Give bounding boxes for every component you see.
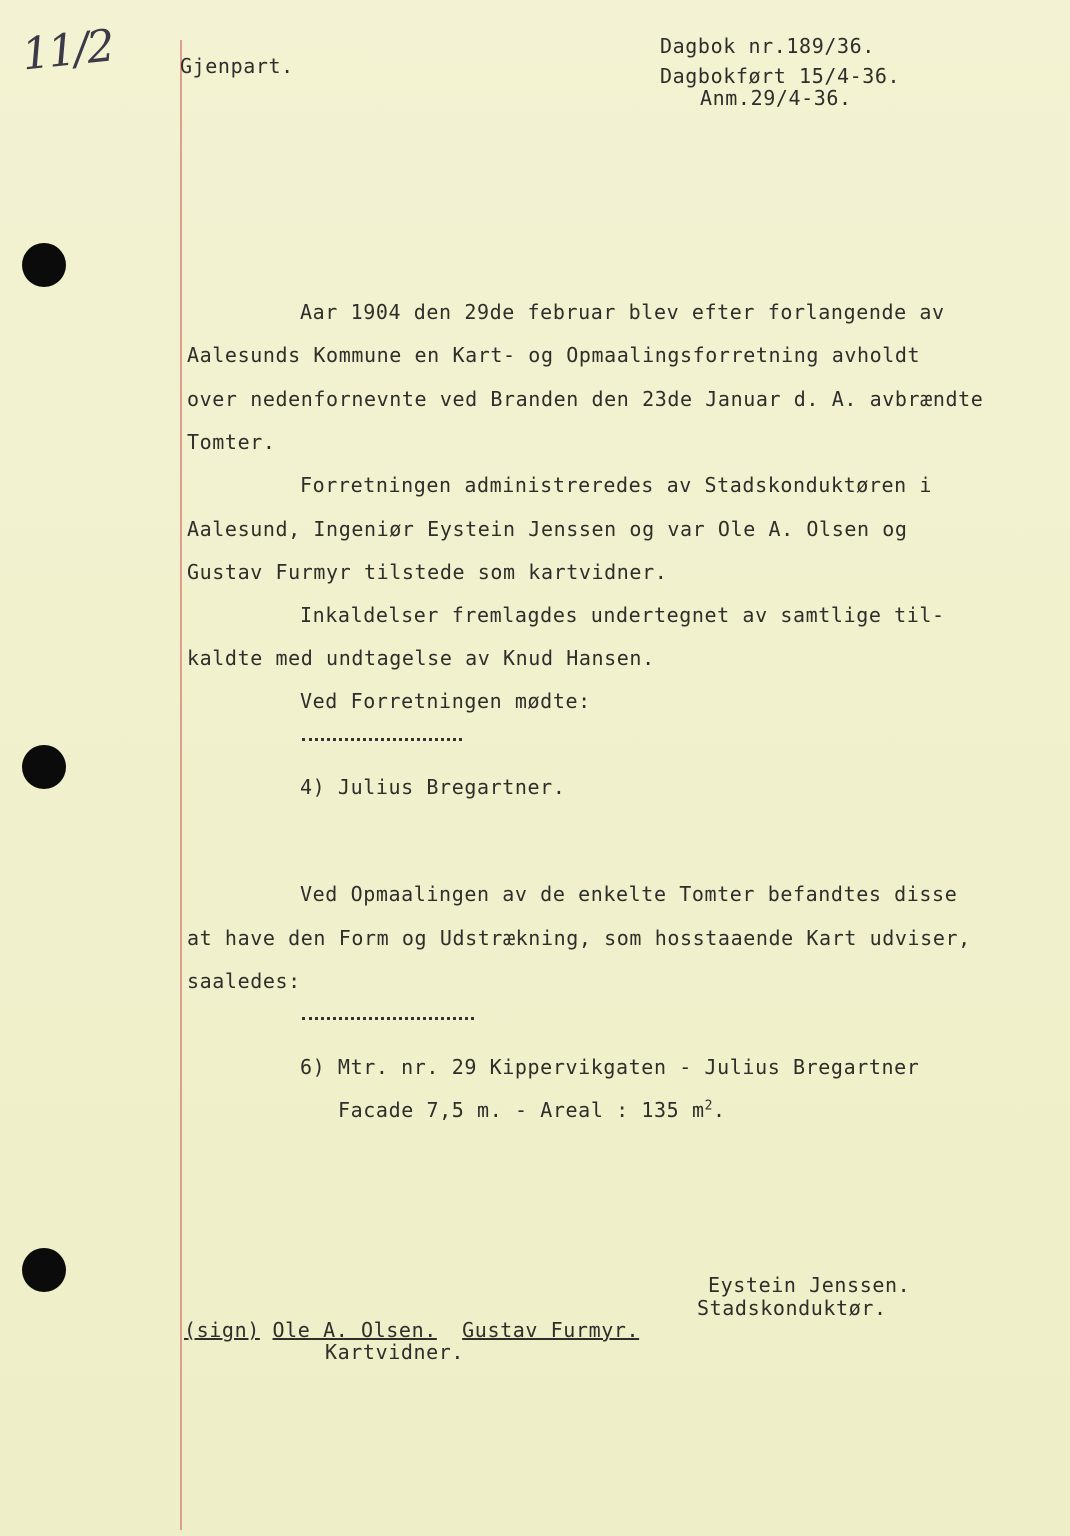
body-line: Gustav Furmyr tilstede som kartvidner.: [187, 560, 668, 584]
journal-date: Dagbokført 15/4-36.: [660, 64, 901, 88]
handwritten-folio-number: 11/2: [19, 20, 116, 81]
witness-name: Gustav Furmyr.: [462, 1318, 640, 1342]
journal-note: Anm.29/4-36.: [700, 86, 852, 110]
body-line: Inkaldelser fremlagdes undertegnet av samtlige til-: [300, 603, 945, 627]
witness-signatures: [184, 1318, 639, 1342]
body-line: 4) Julius Bregartner.: [300, 775, 566, 799]
body-line: at have den Form og Udstrækning, som hosstaaende Kart udviser,: [187, 926, 971, 950]
body-line-area: [338, 1098, 726, 1122]
signer-name: Eystein Jenssen.: [708, 1273, 911, 1297]
body-line: Aalesunds Kommune en Kart- og Opmaalingsforretning avholdt: [187, 343, 921, 367]
copy-label: Gjenpart.: [180, 54, 294, 78]
witness-title: Kartvidner.: [325, 1340, 465, 1364]
area-text: Facade 7,5 m. - Areal : 135 m: [338, 1098, 705, 1122]
body-line: Aalesund, Ingeniør Eystein Jenssen og var Ole A. Olsen og: [187, 517, 908, 541]
body-line: saaledes:: [187, 969, 301, 993]
omission-dots: [302, 1017, 474, 1020]
omission-dots: [302, 738, 462, 741]
area-exponent: 2: [704, 1098, 714, 1114]
body-line: Tomter.: [187, 430, 276, 454]
body-line: Ved Forretningen mødte:: [300, 689, 591, 713]
margin-rule: [180, 40, 182, 1530]
area-period: .: [713, 1098, 726, 1122]
signer-title: Stadskonduktør.: [697, 1296, 887, 1320]
body-line: Aar 1904 den 29de februar blev efter forlangende av: [300, 300, 945, 324]
punch-hole: [22, 745, 66, 789]
body-line: 6) Mtr. nr. 29 Kippervikgaten - Julius Bregartner: [300, 1055, 920, 1079]
body-line: kaldte med undtagelse av Knud Hansen.: [187, 646, 655, 670]
body-line: Ved Opmaalingen av de enkelte Tomter befandtes disse: [300, 882, 958, 906]
body-line: over nedenfornevnte ved Branden den 23de Januar d. A. avbrændte: [187, 387, 984, 411]
witness-name: Ole A. Olsen.: [272, 1318, 437, 1342]
sign-marker: (sign): [184, 1318, 260, 1342]
journal-number: Dagbok nr.189/36.: [660, 34, 875, 58]
punch-hole: [22, 243, 66, 287]
body-line: Forretningen administreredes av Stadskonduktøren i: [300, 473, 933, 497]
punch-hole: [22, 1248, 66, 1292]
